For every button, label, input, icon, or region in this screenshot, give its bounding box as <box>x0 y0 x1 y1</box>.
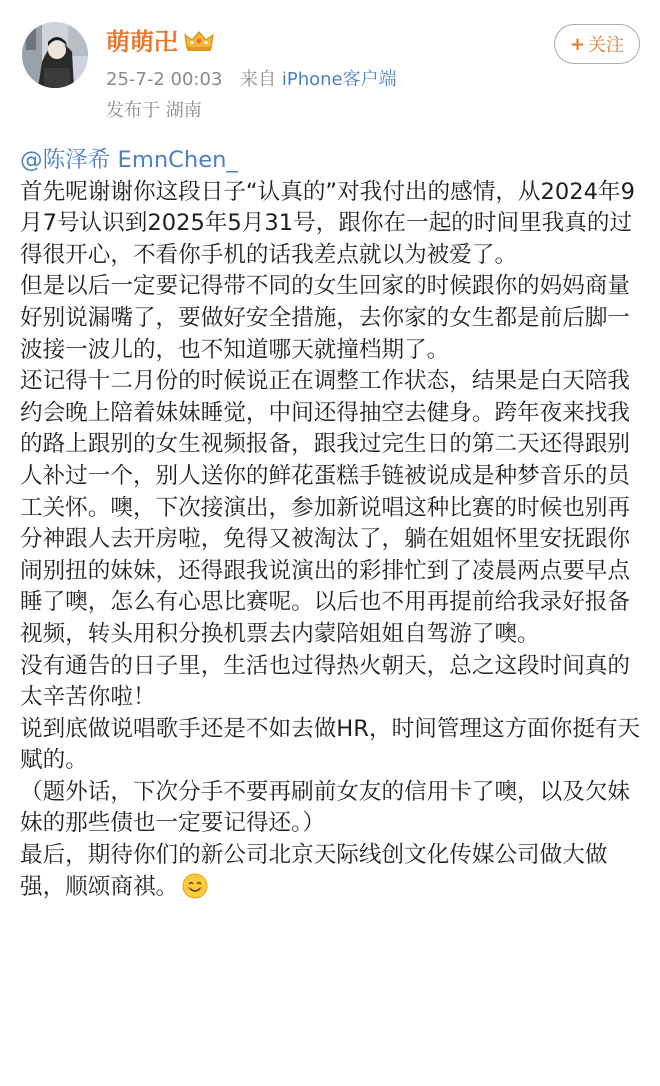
post-paragraph: 说到底做说唱歌手还是不如去做HR，时间管理这方面你挺有天赋的。 <box>20 715 641 774</box>
post-meta <box>106 67 397 93</box>
post-paragraph: 但是以后一定要记得带不同的女生回家的时候跟你的妈妈商量好别说漏嘴了，要做好安全措施，去你家的女生都是前后脚一波接一波儿的，也不知道哪天就撞档期了。 <box>20 273 631 363</box>
smile-emoji-icon <box>182 873 208 899</box>
post-paragraph: 首先呢谢谢你这段日子“认真的”对我付出的感情，从2024年9月7号认识到2025年5月31号，跟你在一起的时间里我真的过得很开心，不看你手机的话我差点就以为被爱了。 <box>20 178 635 268</box>
post-paragraph-text: 最后，期待你们的新公司北京天际线创文化传媒公司做大做强，顺颂商祺。 <box>20 842 608 900</box>
post-paragraph: 没有通告的日子里，生活也过得热火朝天，总之这段时间真的太辛苦你啦！ <box>20 652 631 711</box>
mention-link[interactable]: @陈泽希 EmnChen_ <box>20 147 238 173</box>
post-header <box>0 0 660 140</box>
post-location: 发布于 湖南 <box>106 100 202 121</box>
post-timestamp: 25-7-2 00:03 <box>106 69 223 90</box>
avatar-image <box>22 22 88 88</box>
post-paragraph: 还记得十二月份的时候说正在调整工作状态，结果是白天陪我约会晚上陪着妹妹睡觉，中间还得抽空去健身。跨年夜来找我的路上跟别的女生视频报备，跟我过完生日的第二天还得跟别人补过一个，别人送你的鲜花蛋糕手链被说成是种梦音乐的员工关怀。噢，下次接演出，参加新说唱这种比赛的时候也别再分神跟人去开房啦，免得又被淘汰了，躺在姐姐怀里安抚跟你闹别扭的妹妹，还得跟我说演出的彩排忙到了凌晨两点要早点睡了噢，怎么有心思比赛呢。以后也不用再提前给我录好报备视频，转头用积分换机票去内蒙陪姐姐自驾游了噢。 <box>20 368 631 647</box>
post-paragraph-last <box>20 840 642 903</box>
avatar[interactable] <box>22 22 88 88</box>
username[interactable]: 萌萌卍 <box>106 28 178 56</box>
follow-button[interactable] <box>554 24 640 64</box>
plus-icon: + <box>569 33 586 55</box>
source-prefix: 来自 <box>240 69 277 90</box>
source-device-link[interactable]: iPhone客户端 <box>281 69 397 90</box>
crown-icon <box>184 30 214 52</box>
post-body <box>20 145 642 903</box>
post-paragraph: （题外话，下次分手不要再刷前女友的信用卡了噢，以及欠妹妹的那些债也一定要记得还。） <box>20 778 631 837</box>
follow-label: 关注 <box>588 35 625 56</box>
